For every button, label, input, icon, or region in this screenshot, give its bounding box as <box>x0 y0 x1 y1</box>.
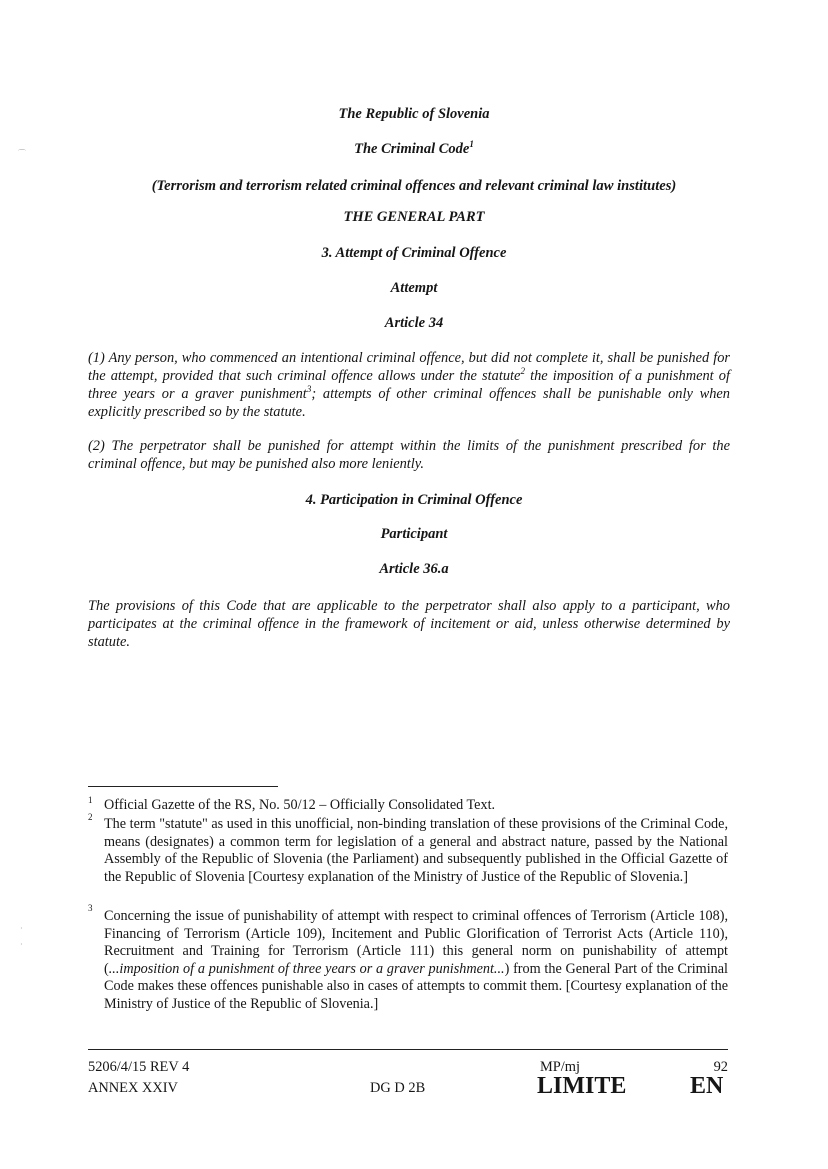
footnote-1-text: Official Gazette of the RS, No. 50/12 – Officially Consolidated Text. <box>104 797 496 813</box>
section-4-heading: 4. Participation in Criminal Offence <box>305 492 523 508</box>
document-subtitle: (Terrorism and terrorism related criminal offences and relevant criminal law institutes) <box>151 178 677 194</box>
article-34-paragraph-1: (1) Any person, who commenced an intentional criminal offence, but did not complete it, shall be punished for the attempt, provided that such criminal offence allows under the statute$^2$ the imposition of a punishment of three years or a graver punishment$^3$; attempts of other criminal offences shall be punishable only when explicitly prescribed so by the statute. <box>88 350 731 420</box>
section-3-heading: 3. Attempt of Criminal Offence <box>321 245 507 261</box>
footnote-1-number: 1 <box>88 795 93 805</box>
country-heading: The Republic of Slovenia <box>338 106 490 122</box>
footnote-separator <box>88 786 278 787</box>
initials-label: MP/mj <box>540 1059 580 1075</box>
footnote-ref-2[interactable]: 2 <box>520 366 525 377</box>
footnote-3-number: 3 <box>88 903 93 913</box>
scan-speck: · <box>20 940 23 949</box>
article-34-heading: Article 34 <box>384 315 444 331</box>
footnote-2-text: The term "statute" as used in this unofficial, non-binding translation of these provisions of the Criminal Code, means (designates) a common term for legislation of a general and abstract nature, passed by the National Assembly of the Republic of Slovenia (the Parliament) and subsequently published in the Official Gazette of the Republic of Slovenia [Courtesy explanation of the Ministry of Justice of the Republic of Slovenia.] <box>104 816 728 885</box>
document-reference: 5206/4/15 REV 4 <box>88 1059 190 1075</box>
page-number: 92 <box>713 1059 728 1075</box>
footnote-2-number: 2 <box>88 812 93 822</box>
part-heading: THE GENERAL PART <box>343 209 485 225</box>
article-36a-heading: Article 36.a <box>379 561 449 577</box>
language-code: EN <box>690 1073 724 1099</box>
article-36a-paragraph: The provisions of this Code that are applicable to the perpetrator shall also apply to a participant, who participates at the criminal offence in the framework of incitement or aid, unless otherwise determined by statute. <box>88 598 730 650</box>
scan-speck: · <box>20 924 23 933</box>
footer-separator <box>88 1049 728 1050</box>
footnote-ref-3[interactable]: 3 <box>306 384 312 395</box>
section-4-subheading: Participant <box>380 526 448 542</box>
article-34-paragraph-2: (2) The perpetrator shall be punished for attempt within the limits of the punishment prescribed for the criminal offence, but may be punished also more leniently. <box>88 438 730 472</box>
dg-label: DG D 2B <box>370 1080 426 1096</box>
code-title: The Criminal Code$^1$ <box>354 139 474 157</box>
footnote-ref-1[interactable]: 1 <box>469 139 474 150</box>
annex-label: ANNEX XXIV <box>88 1080 178 1096</box>
section-3-subheading: Attempt <box>390 280 438 296</box>
limite-marking: LIMITE <box>537 1073 627 1099</box>
footnote-3-text: Concerning the issue of punishability of attempt with respect to criminal offences of Terrorism (Article 108), Financing of Terrorism (Article 109), Incitement and Public Glorification of Terrorist Acts (Article 110), Recruitment and Training for Terrorism (Article 111) this general norm on punishability of attempt (...imposition of a punishment of three years or a graver punishment...) from the General Part of the Criminal Code makes these offences punishable also in cases of attempts to commit them. [Courtesy explanation of the Ministry of Justice of the Republic of Slovenia.] <box>104 908 728 1012</box>
scan-speck: ⌒ <box>18 149 26 158</box>
